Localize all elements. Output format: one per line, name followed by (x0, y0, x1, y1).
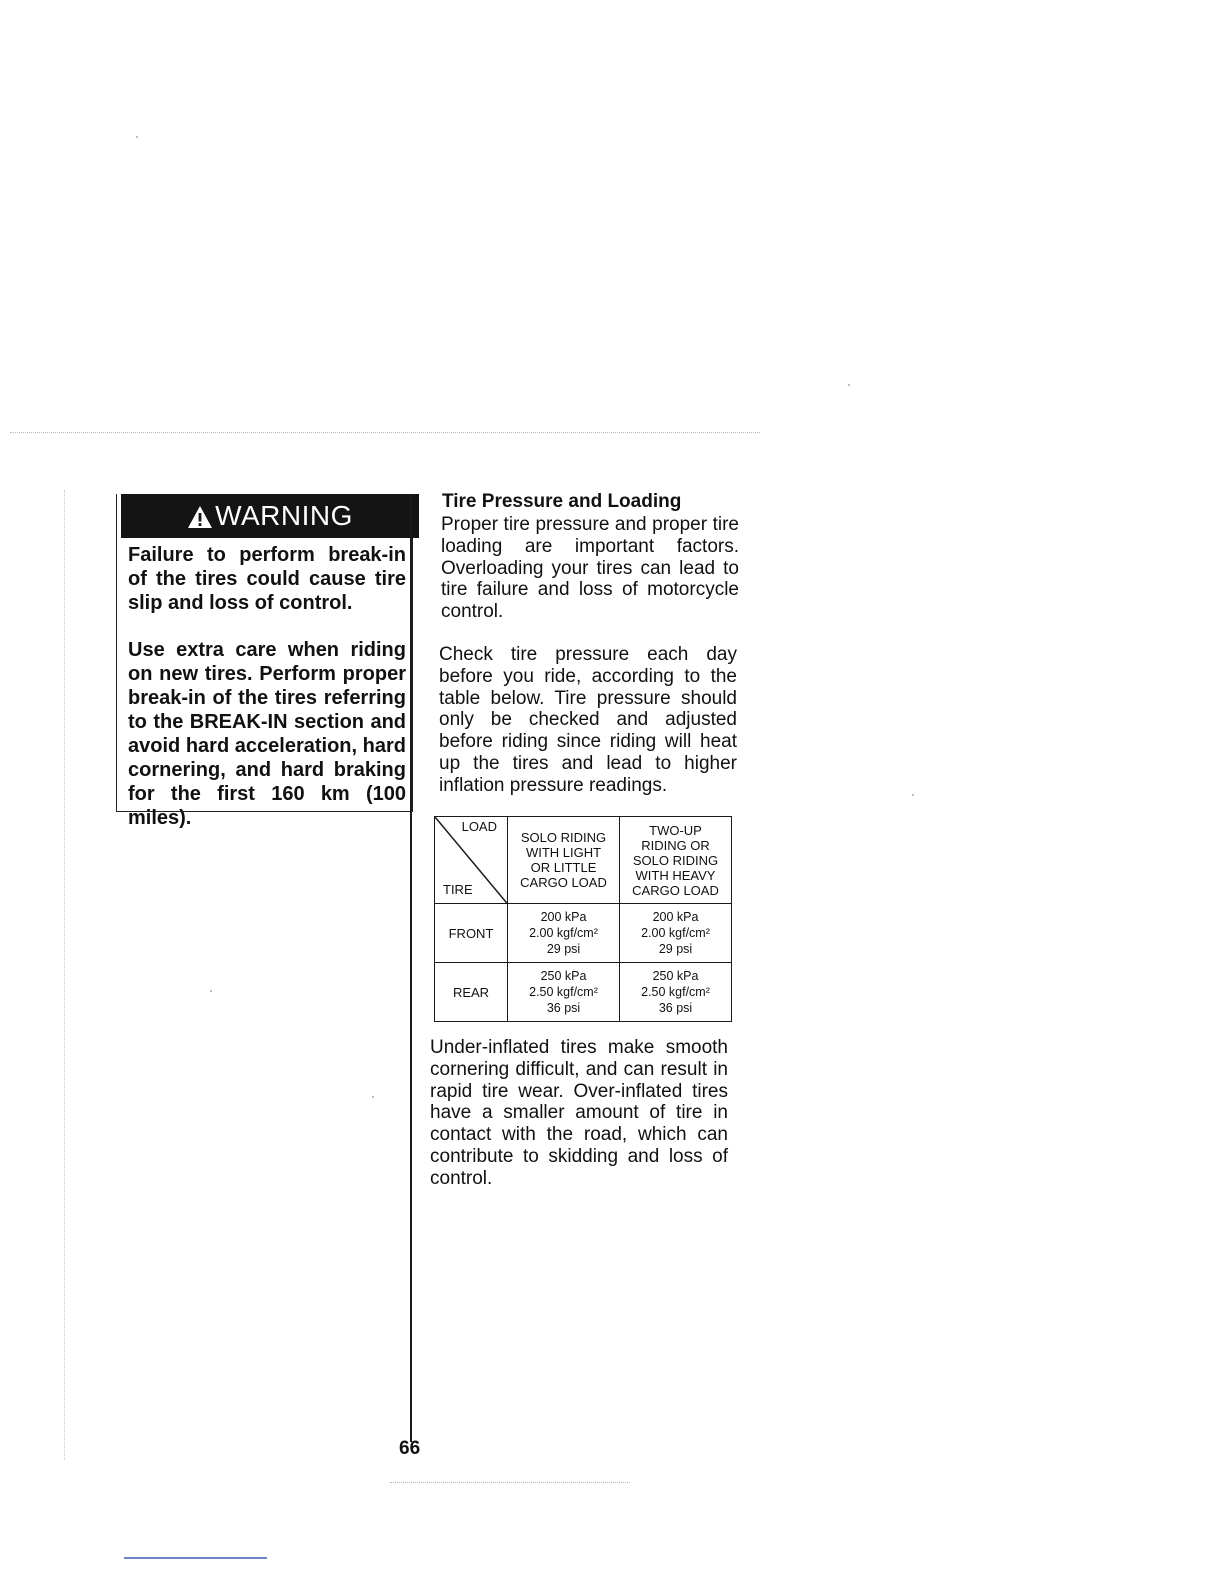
value-line: 36 psi (658, 1001, 693, 1016)
scan-artifact-left-edge (64, 490, 65, 1460)
value-line: 2.00 kgf/cm² (641, 926, 710, 941)
warning-triangle-icon (187, 505, 213, 529)
header-line: WITH LIGHT (525, 845, 602, 861)
warning-paragraph-2: Use extra care when riding on new tires. Perform proper break-in of the tires referring to the BREAK-IN section and avoid hard acceleration, hard cornering, and hard braking for the first 160 km (100 miles). (128, 639, 406, 829)
scan-speck (210, 990, 212, 992)
warning-paragraph-1: Failure to perform break-in of the tires could cause tire slip and loss of control. (128, 544, 406, 614)
header-line: OR LITTLE (530, 860, 597, 876)
tire-pressure-table (434, 816, 732, 1022)
header-line: CARGO LOAD (520, 875, 607, 891)
header-line: SOLO RIDING (632, 852, 719, 868)
value-line: 36 psi (546, 1001, 581, 1016)
table-cell (620, 904, 732, 963)
scan-artifact-blue-line (124, 1557, 267, 1559)
header-line: TWO-UP (649, 822, 702, 838)
value-line: 200 kPa (652, 910, 699, 925)
section-paragraph-1: Proper tire pressure and proper tire loading are important factors. Overloading your tires can lead to tire failure and loss of motorcycle control. (441, 514, 739, 623)
section-paragraph-2: Check tire pressure each day before you ride, according to the table below. Tire pressure should only be checked and adjusted before riding since riding will heat up the tires and lead to higher inflation pressure readings. (439, 644, 737, 796)
scan-speck (848, 384, 850, 386)
value-line: 29 psi (658, 942, 693, 957)
page-number: 66 (399, 1438, 421, 1459)
scan-speck (136, 136, 138, 138)
value-line: 2.50 kgf/cm² (641, 985, 710, 1000)
value-line: 29 psi (546, 942, 581, 957)
warning-label: WARNING (215, 500, 353, 531)
table-row-label: REAR (435, 963, 508, 1022)
value-line: 200 kPa (540, 910, 587, 925)
table-header-row (435, 817, 732, 904)
table-col-header-1 (508, 817, 620, 904)
table-cell (620, 963, 732, 1022)
scan-speck (372, 1096, 374, 1098)
value-line: 250 kPa (540, 969, 587, 984)
table-corner-tire: TIRE (443, 882, 473, 898)
value-line: 2.50 kgf/cm² (529, 985, 598, 1000)
scan-speck (912, 794, 914, 796)
value-line: 250 kPa (652, 969, 699, 984)
table-col-header-2 (620, 817, 732, 904)
value-line: 2.00 kgf/cm² (529, 926, 598, 941)
header-line: SOLO RIDING (520, 830, 607, 846)
section-title: Tire Pressure and Loading (442, 491, 682, 512)
table-row-label: FRONT (435, 904, 508, 963)
table-cell (508, 963, 620, 1022)
header-line: CARGO LOAD (632, 882, 719, 898)
table-corner-cell (435, 817, 508, 904)
table-row-rear (435, 963, 732, 1022)
table-cell (508, 904, 620, 963)
section-paragraph-3: Under-inflated tires make smooth cornering difficult, and can result in rapid tire wear. Over-inflated tires have a smaller amount of tire in contact with the road, which can contribute to skidding and loss of control. (430, 1037, 728, 1189)
column-divider (410, 494, 412, 1442)
scan-artifact-bottom-line (390, 1482, 630, 1483)
header-line: WITH HEAVY (635, 867, 716, 883)
header-line: RIDING OR (641, 837, 710, 853)
warning-header (121, 494, 419, 538)
table-row-front (435, 904, 732, 963)
scan-artifact-top-line (10, 432, 760, 433)
table-corner-load: LOAD (461, 819, 497, 834)
